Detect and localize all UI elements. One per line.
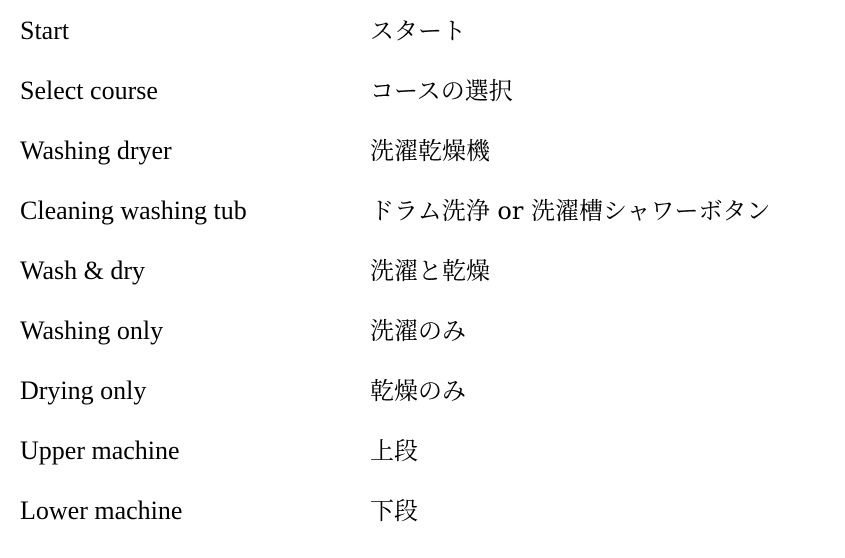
glossary-row-start bbox=[0, 11, 845, 51]
term-english: Upper machine bbox=[20, 436, 180, 465]
term-english: Washing only bbox=[20, 316, 164, 345]
glossary-row-washing-dryer bbox=[0, 131, 845, 171]
term-japanese: 乾燥のみ bbox=[370, 377, 466, 405]
term-japanese: 上段 bbox=[370, 437, 418, 465]
term-japanese: ドラム洗浄 or 洗濯槽シャワーボタン bbox=[370, 197, 771, 225]
term-japanese: スタート bbox=[370, 17, 466, 45]
glossary-row-lower-machine bbox=[0, 491, 845, 531]
glossary-row-drying-only bbox=[0, 371, 845, 411]
glossary-row-cleaning-washing-tub bbox=[0, 191, 845, 231]
term-english: Drying only bbox=[20, 376, 147, 405]
term-english: Start bbox=[20, 16, 70, 45]
term-japanese: 洗濯と乾燥 bbox=[370, 257, 490, 285]
term-japanese: コースの選択 bbox=[370, 77, 513, 105]
term-english: Select course bbox=[20, 76, 158, 105]
term-japanese: 洗濯乾燥機 bbox=[370, 137, 490, 165]
glossary-row-upper-machine bbox=[0, 431, 845, 471]
term-japanese: 洗濯のみ bbox=[370, 317, 466, 345]
term-japanese: 下段 bbox=[370, 497, 418, 525]
term-english: Lower machine bbox=[20, 496, 183, 525]
term-english: Cleaning washing tub bbox=[20, 196, 247, 225]
glossary-row-select-course bbox=[0, 71, 845, 111]
term-english: Washing dryer bbox=[20, 136, 172, 165]
glossary-row-wash-and-dry bbox=[0, 251, 845, 291]
term-english: Wash & dry bbox=[20, 256, 145, 285]
glossary-row-washing-only bbox=[0, 311, 845, 351]
